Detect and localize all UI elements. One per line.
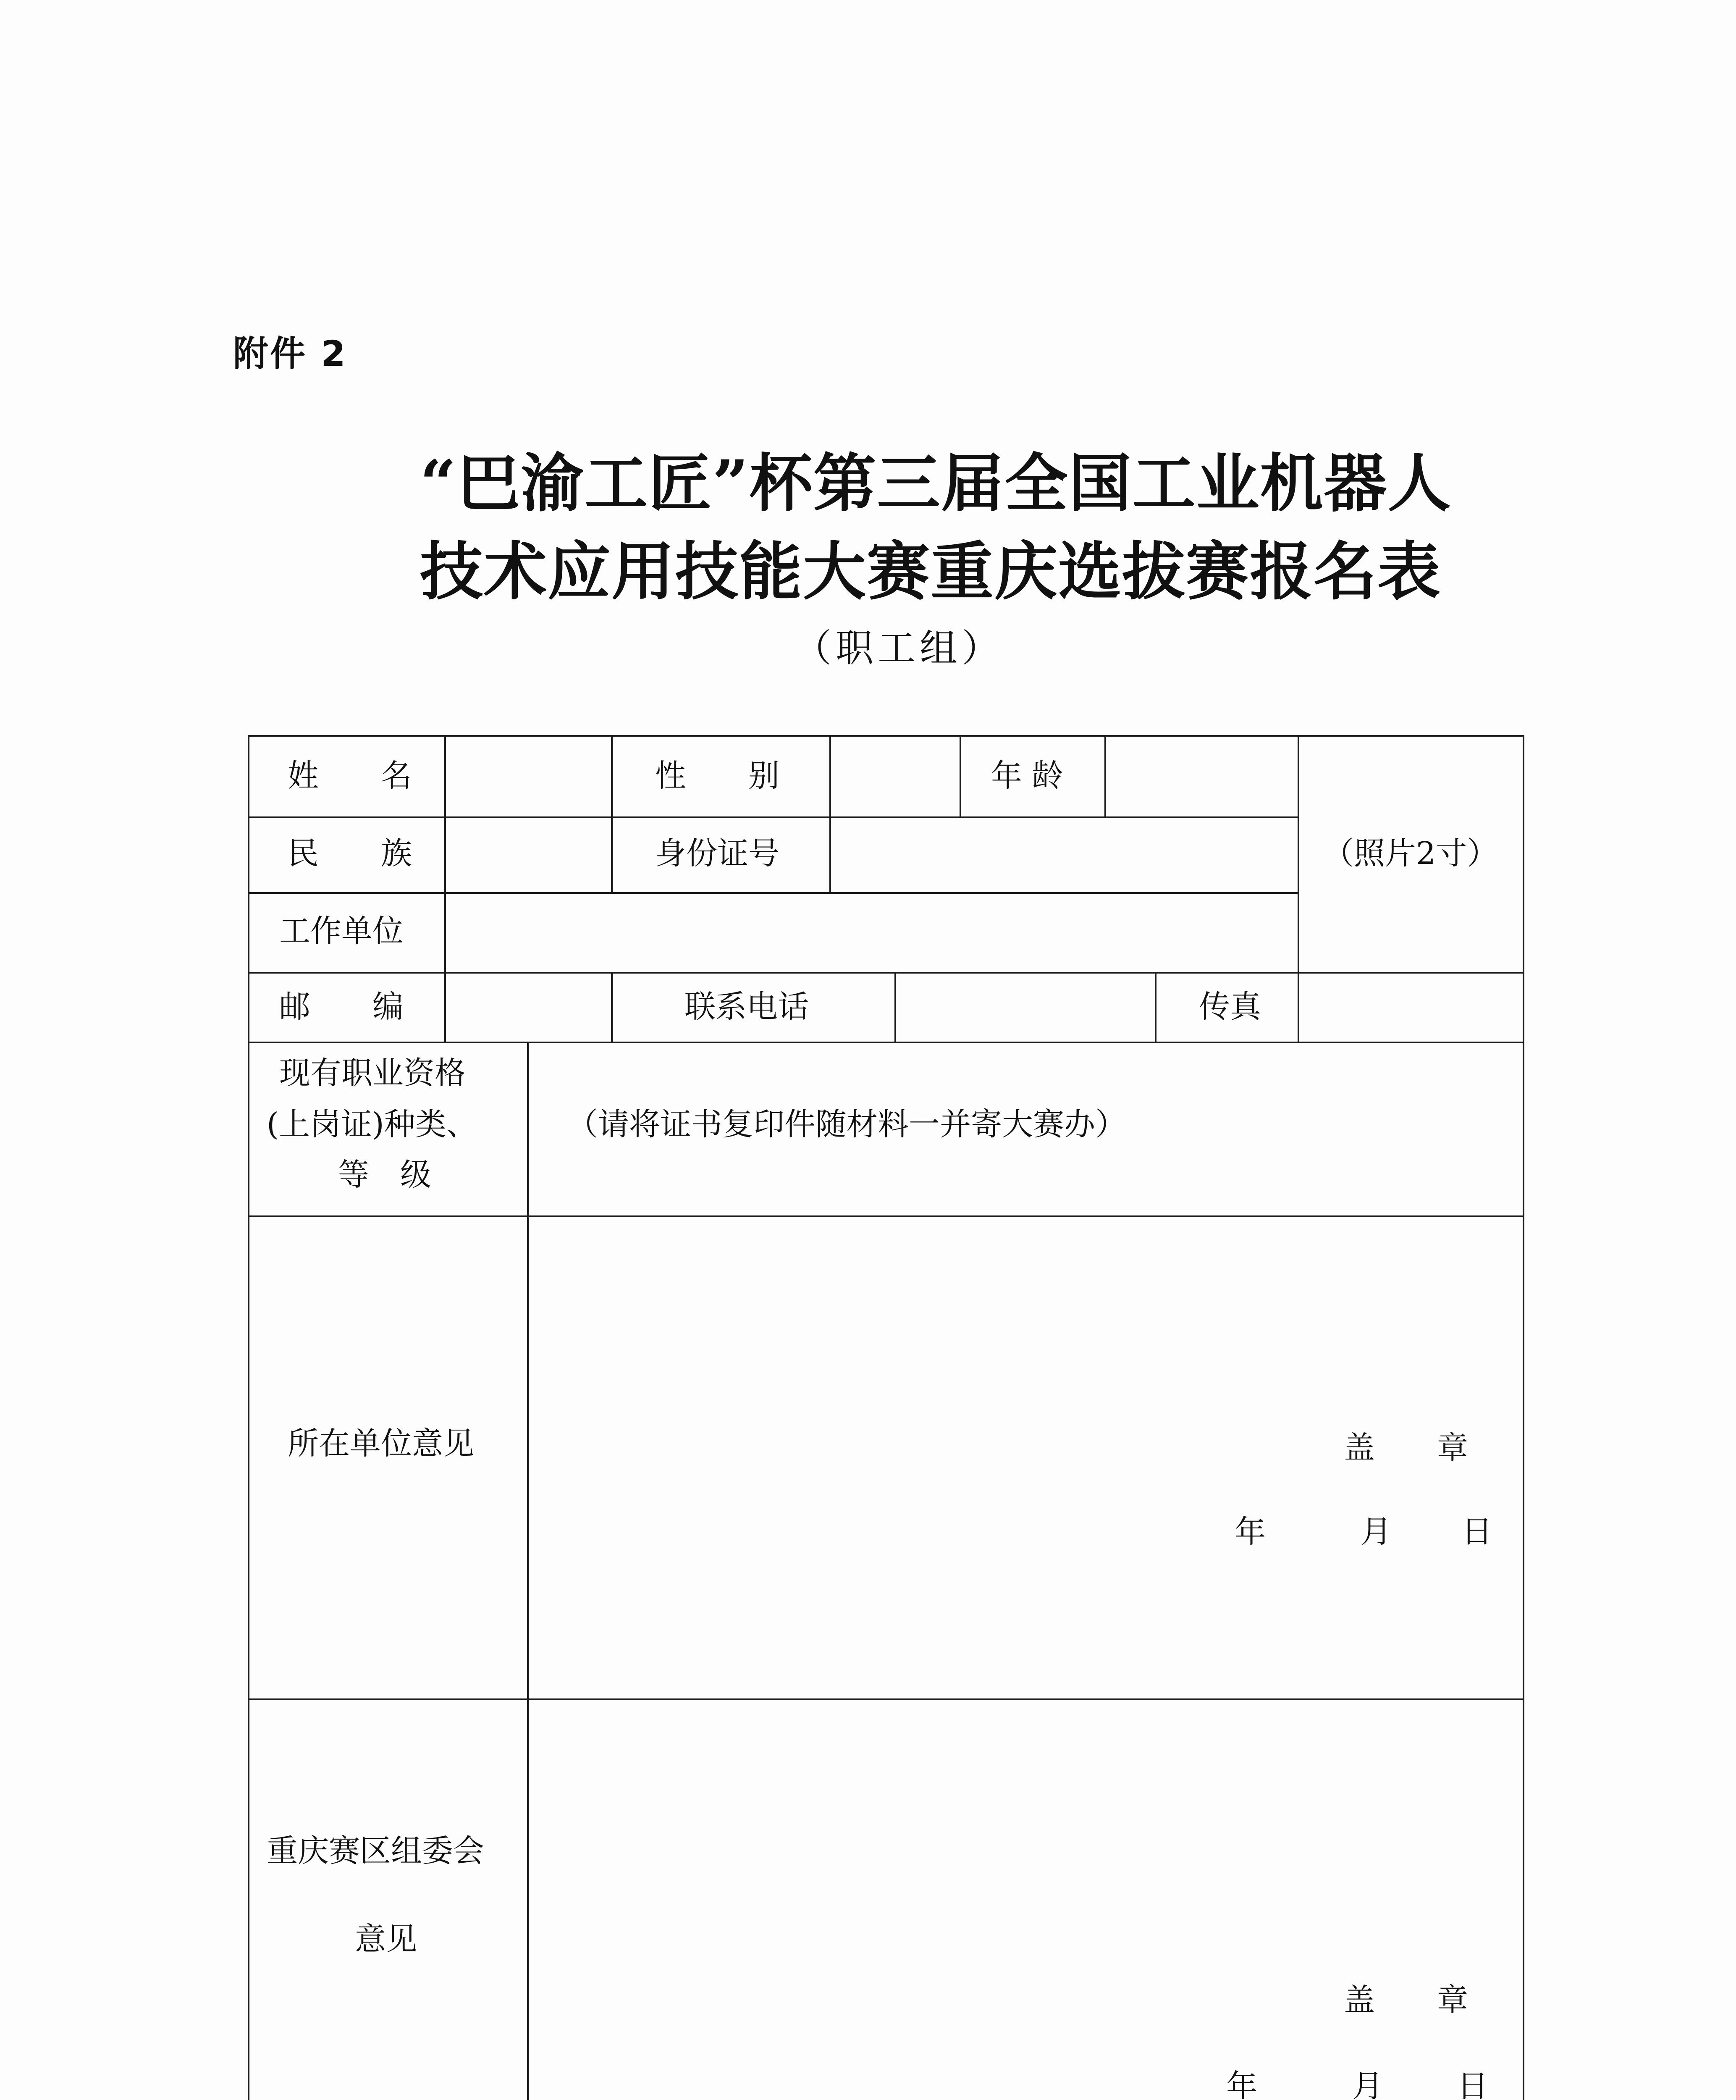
qualification-label-line-3: 等 级	[338, 1157, 431, 1193]
row-divider-6	[248, 1698, 1524, 1700]
phone-label: 联系电话	[684, 989, 809, 1025]
id-number-label: 身份证号	[655, 835, 779, 872]
col-divider-name-value	[611, 735, 613, 893]
row-divider-1	[248, 816, 1299, 818]
col-divider-fax-label	[1298, 972, 1299, 1042]
col-divider-postcode-value	[611, 972, 613, 1042]
form-title-line-2: 技术应用技能大赛重庆选拔赛报名表	[420, 535, 1442, 609]
photo-cell-divider	[1298, 735, 1299, 973]
fax-label: 传真	[1199, 989, 1261, 1025]
postcode-label: 邮 编	[279, 989, 404, 1025]
committee-date-year: 年	[1226, 2068, 1257, 2100]
employer-opinion-label: 所在单位意见	[288, 1425, 474, 1462]
col-divider-label	[444, 735, 446, 1042]
row-divider-3	[248, 972, 1524, 974]
registration-form-table	[248, 735, 1524, 2100]
employer-seal-label: 盖 章	[1344, 1430, 1468, 1466]
form-title-line-1: “巴渝工匠”杯第三届全国工业机器人	[420, 446, 1452, 520]
employer-date-day: 日	[1461, 1514, 1492, 1550]
gender-label: 性 别	[655, 758, 779, 794]
row-divider-2	[248, 892, 1299, 894]
col-divider-opinion-label	[527, 1042, 529, 2100]
qualification-label-line-1: 现有职业资格	[279, 1055, 466, 1091]
ethnicity-label: 民 族	[288, 835, 412, 872]
committee-opinion-label-line-1: 重庆赛区组委会	[267, 1833, 484, 1869]
photo-placeholder: （照片2寸）	[1323, 835, 1498, 872]
attachment-label: 附件 2	[233, 333, 347, 374]
employer-label: 工作单位	[279, 913, 404, 949]
form-subtitle: （职工组）	[794, 626, 1004, 670]
row-divider-4	[248, 1042, 1524, 1043]
qualification-label-line-2: (上岗证)种类、	[267, 1106, 477, 1142]
committee-seal-label: 盖 章	[1344, 1982, 1468, 2018]
age-label: 年 龄	[991, 758, 1063, 794]
col-divider-phone-label	[894, 972, 896, 1042]
qualification-note: （请将证书复印件随材料一并寄大赛办）	[567, 1106, 1126, 1142]
committee-opinion-label-line-2: 意见	[355, 1921, 417, 1957]
table-border-left	[248, 735, 249, 2100]
employer-date-year: 年	[1235, 1514, 1266, 1550]
table-border-top	[248, 735, 1524, 737]
committee-date-month: 月	[1352, 2068, 1383, 2100]
row-divider-5	[248, 1215, 1524, 1217]
employer-date-month: 月	[1361, 1514, 1392, 1550]
table-border-right	[1523, 735, 1524, 2100]
col-divider-phone-value	[1155, 972, 1156, 1042]
col-divider-gender-label	[829, 735, 831, 893]
name-label: 姓 名	[288, 758, 412, 794]
committee-date-day: 日	[1457, 2068, 1488, 2100]
col-divider-age-label	[1104, 735, 1106, 817]
col-divider-gender-value	[960, 735, 961, 817]
